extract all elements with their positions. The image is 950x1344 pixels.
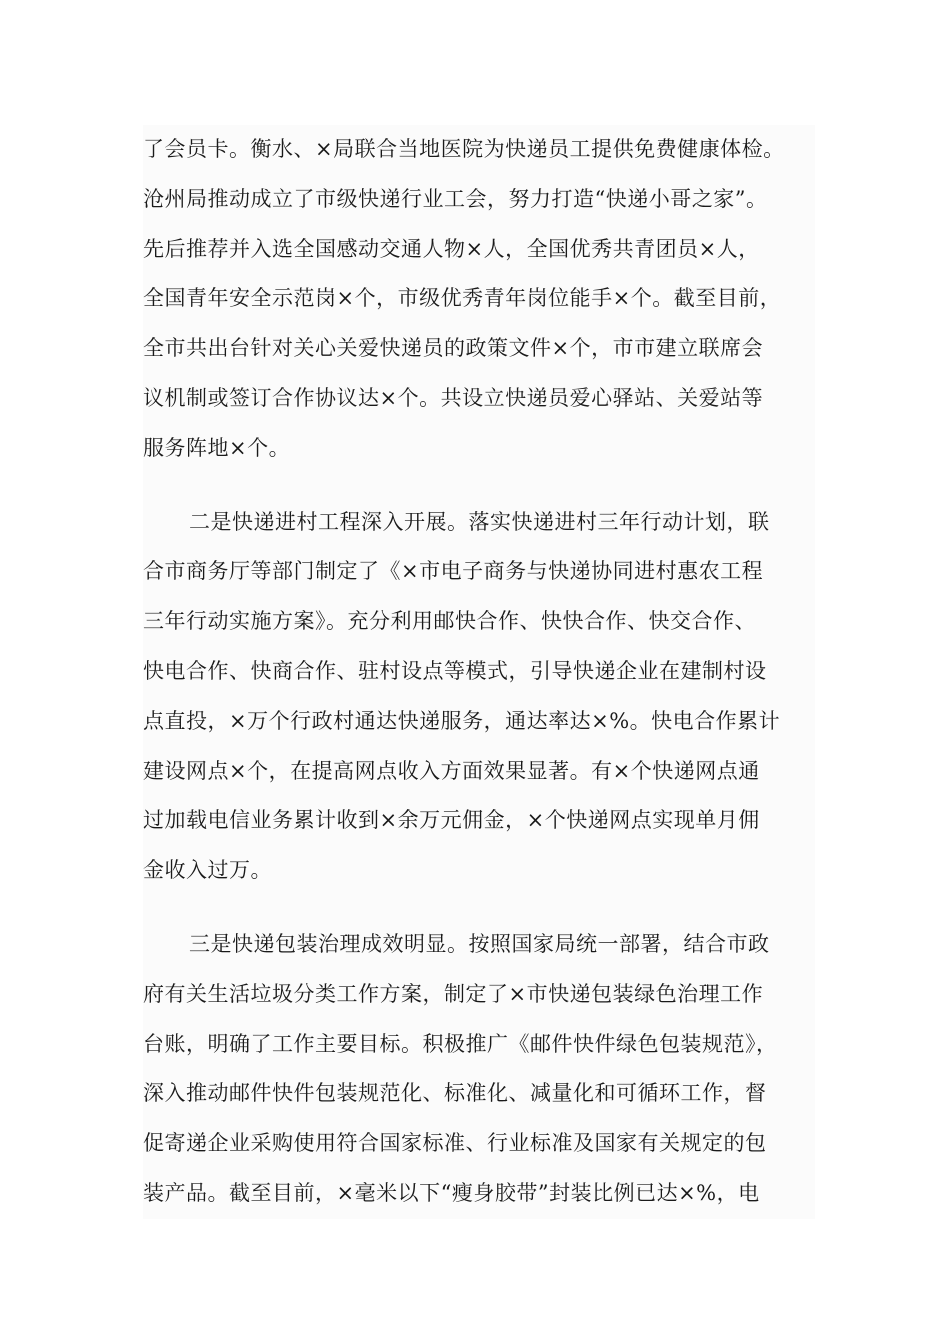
text-line: 三年行动实施方案》。充分利用邮快合作、快快合作、快交合作、 [143,609,756,634]
text-line: 合市商务厅等部门制定了《×市电子商务与快递协同进村惠农工程 [143,559,764,584]
paragraph-3 [143,920,815,1219]
text-line: 服务阵地×个。 [143,435,291,460]
text-line: 深入推动邮件快件包装规范化、标准化、减量化和可循环工作，督 [143,1081,767,1106]
text-line: 了会员卡。衡水、×局联合当地医院为快递员工提供免费健康体检。 [143,137,785,161]
text-line: 府有关生活垃圾分类工作方案，制定了×市快递包装绿色治理工作 [143,981,764,1006]
text-line: 三是快递包装治理成效明显。按照国家局统一部署，结合市政 [189,931,770,956]
paragraph-spacing [143,474,815,498]
text-line: 过加载电信业务累计收到×余万元佣金，×个快递网点实现单月佣 [143,808,760,833]
text-line: 先后推荐并入选全国感动交通人物×人，全国优秀共青团员×人， [143,236,760,261]
text-line: 促寄递企业采购使用符合国家标准、行业标准及国家有关规定的包 [143,1131,767,1156]
text-line: 快电合作、快商合作、驻村设点等模式，引导快递企业在建制村设 [143,658,767,683]
text-line: 建设网点×个，在提高网点收入方面效果显著。有×个快递网点通 [143,758,760,783]
text-line: 议机制或签订合作协议达×个。共设立快递员爱心驿站、关爱站等 [143,385,764,410]
paragraph-spacing [143,896,815,920]
text-line: 二是快递进村工程深入开展。落实快递进村三年行动计划，联 [189,509,770,534]
text-line: 台账，明确了工作主要目标。积极推广《邮件快件绿色包装规范》， [143,1031,778,1056]
text-line: 全市共出台针对关心关爱快递员的政策文件×个，市市建立联席会 [143,336,764,361]
text-line: 点直投，×万个行政村通达快递服务，通达率达×%。快电合作累计 [143,708,781,733]
text-line: 装产品。截至目前，×毫米以下“瘦身胶带”封装比例已达×%，电 [143,1180,760,1205]
text-line: 全国青年安全示范岗×个，市级优秀青年岗位能手×个。截至目前， [143,286,782,311]
document-body [143,125,815,1219]
text-line: 沧州局推动成立了市级快递行业工会，努力打造“快递小哥之家”。 [143,186,768,211]
text-line: 金收入过万。 [143,858,272,883]
paragraph-1 [143,125,815,474]
paragraph-2 [143,498,815,896]
